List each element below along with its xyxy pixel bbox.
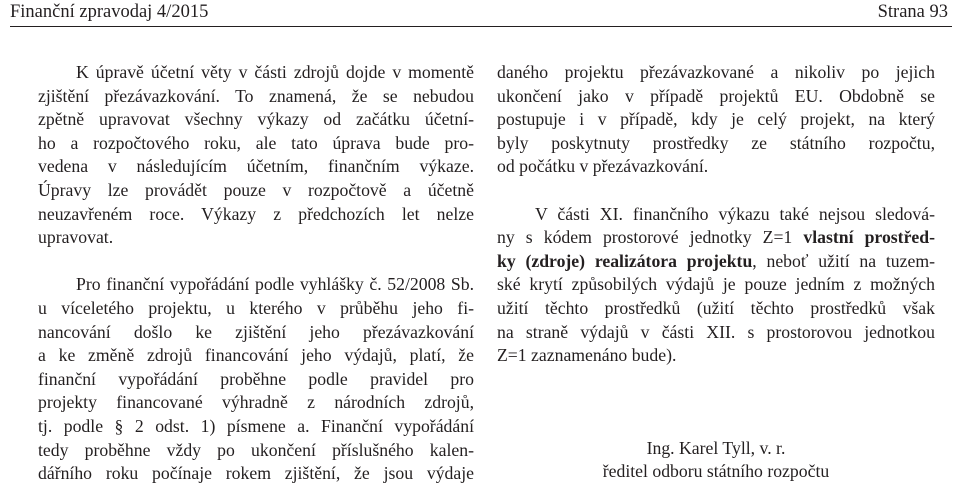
text-line: dářního roku počínaje rokem zjištění, že jsou výdaje bbox=[38, 463, 474, 484]
text-line: Z=1 zaznamenáno bude). bbox=[497, 345, 677, 366]
text-line: Úpravy lze provádět pouze v rozpočtově a účetně bbox=[38, 179, 474, 200]
text-line: daného projektu přezávazkované a nikoliv po jejich bbox=[497, 62, 935, 82]
signature-name: Ing. Karel Tyll, v. r. bbox=[646, 438, 786, 458]
right-column bbox=[497, 61, 935, 368]
text-line: vedena v následujícím účetním, finančním výkaze. bbox=[38, 156, 474, 177]
page-number: Strana 93 bbox=[877, 2, 948, 22]
paragraph-accounting-adjustment bbox=[38, 61, 474, 250]
text-line: tedy proběhne vždy po ukončení příslušného kalen- bbox=[38, 439, 474, 460]
text-line: ukončení jako v případě projektů EU. Obdobně se bbox=[497, 85, 935, 106]
left-column bbox=[38, 61, 474, 486]
text-line: finanční vypořádání proběhne podle pravidel pro bbox=[38, 368, 474, 389]
bold-text-run: ky (zdroje) realizátora projektu bbox=[497, 250, 753, 271]
text-run: ny s kódem prostorové jednotky Z=1 bbox=[497, 227, 804, 248]
text-line: projekty financované výhradně z národních zdrojů, bbox=[38, 392, 474, 413]
text-line: nancování došlo ke zjištění jeho přezávazkování bbox=[38, 321, 474, 342]
text-line: ho a rozpočtového roku, ale tato úprava bude pro- bbox=[38, 132, 474, 153]
text-run: , neboť užití na tuzem- bbox=[752, 250, 935, 271]
text-line: zjištění přezávazkování. To znamená, že se nebudou bbox=[38, 85, 474, 106]
text-line bbox=[497, 250, 935, 274]
signature-title: ředitel odboru státního rozpočtu bbox=[602, 461, 830, 481]
text-line: ské krytí způsobilých výdajů je pouze jedním z možných bbox=[497, 274, 935, 295]
bold-text-run: vlastní prostřed- bbox=[803, 227, 935, 248]
text-line: zpětně upravovat všechny výkazy od začátku účetní- bbox=[38, 109, 474, 130]
header-divider bbox=[10, 26, 952, 27]
text-line: postupuje i v případě, kdy je celý projekt, na který bbox=[497, 109, 935, 130]
text-line: na straně výdajů v části XII. s prostorovou jednotkou bbox=[497, 321, 935, 342]
paragraph-eu-projects bbox=[497, 61, 935, 179]
text-line: V části XI. finančního výkazu také nejsou sledová- bbox=[535, 203, 935, 224]
text-line: Pro finanční vypořádání podle vyhlášky č. 52/2008 Sb. bbox=[76, 274, 474, 295]
text-line: u víceletého projektu, u kterého v průběhu jeho fi- bbox=[38, 297, 474, 318]
text-line: tj. podle § 2 odst. 1) písmene a. Finanční vypořádání bbox=[38, 415, 474, 436]
text-line: upravovat. bbox=[38, 227, 114, 248]
publication-title: Finanční zpravodaj 4/2015 bbox=[10, 2, 209, 22]
text-line: neuzavřeném roce. Výkazy z předchozích let nelze bbox=[38, 203, 474, 224]
paragraph-section-xi bbox=[497, 203, 935, 368]
text-line: a ke změně zdrojů financování jeho výdajů, platí, že bbox=[38, 345, 474, 366]
text-line: K úpravě účetní věty v části zdrojů dojde v momentě bbox=[76, 62, 474, 82]
paragraph-financial-settlement bbox=[38, 273, 474, 485]
text-line: byly poskytnuty prostředky ze státního rozpočtu, bbox=[497, 132, 935, 153]
text-line: od počátku v přezávazkování. bbox=[497, 156, 709, 177]
text-line: užití těchto prostředků (užití těchto prostředků však bbox=[497, 297, 935, 318]
page-header bbox=[0, 0, 960, 28]
text-line bbox=[497, 226, 935, 250]
